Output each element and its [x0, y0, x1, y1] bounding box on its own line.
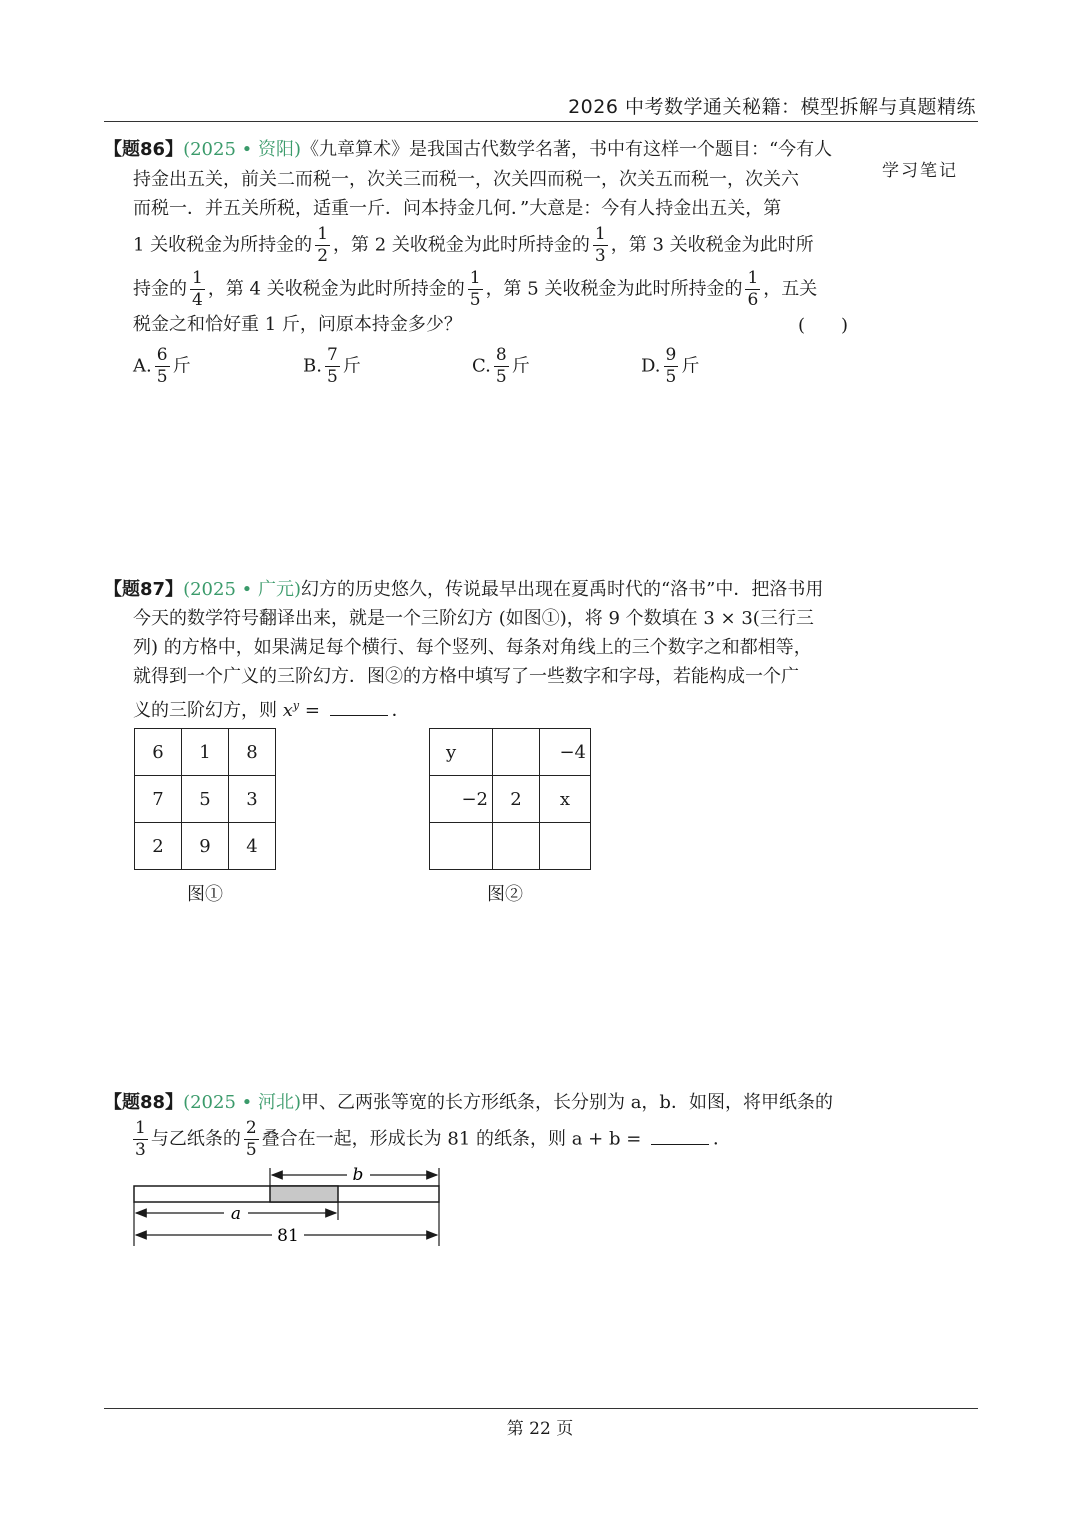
- q86-text-4a: 1 关收税金为所持金的: [133, 234, 313, 256]
- grid1-cell: 1: [182, 729, 229, 776]
- grid2-cell: −2: [430, 776, 493, 823]
- fraction-1-3: $\frac{1}{3}$: [594, 224, 606, 266]
- q87-tag: 【题87】: [104, 579, 184, 600]
- q88-line-2: [133, 1120, 883, 1159]
- grid1-cell: 3: [229, 776, 276, 823]
- overlap-region: [270, 1186, 338, 1202]
- q87-text-5b: =: [299, 700, 326, 721]
- q86-text-4b: ，第 2 关收税金为此时所持金的: [333, 234, 590, 256]
- study-notes-label: 学习笔记: [882, 161, 958, 181]
- grid2-cell: [540, 823, 591, 870]
- answer-blank-88[interactable]: [651, 1144, 709, 1145]
- label-total: 81: [277, 1226, 299, 1246]
- q87-line-2: 今天的数学符号翻译出来，就是一个三阶幻方 (如图①)，将 9 个数填在 3 × 3(三行三: [133, 608, 814, 629]
- footer-rule: [104, 1408, 978, 1409]
- q87-line-1: [104, 576, 854, 604]
- label-a: a: [230, 1204, 242, 1224]
- grid1-cell: 6: [135, 729, 182, 776]
- q88-text-2a: 与乙纸条的: [150, 1128, 241, 1150]
- paper-strips-diagram: [128, 1160, 448, 1250]
- q86-text-5b: ，第 4 关收税金为此时所持金的: [207, 278, 465, 300]
- option-c: C. $\frac{8}{5}$ 斤: [472, 345, 530, 387]
- option-a: A. $\frac{6}{5}$ 斤: [133, 345, 191, 387]
- q86-text-5a: 持金的: [133, 278, 187, 300]
- q86-source: (2025 • 资阳): [183, 139, 301, 160]
- magic-square-figure-2: [429, 728, 591, 870]
- q87-text-1: 幻方的历史悠久，传说最早出现在夏禹时代的“洛书”中．把洛书用: [300, 579, 824, 600]
- answer-blank-87[interactable]: [330, 715, 388, 716]
- fraction-1-4: $\frac{1}{4}$: [192, 268, 203, 310]
- grid1-cell: 4: [229, 823, 276, 870]
- q88-text-2b: 叠合在一起，形成长为 81 的纸条，则 a + b =: [261, 1128, 648, 1150]
- fraction-1-5: $\frac{1}{5}$: [469, 268, 481, 310]
- grid1-cell: 8: [229, 729, 276, 776]
- grid1-cell: 5: [182, 776, 229, 823]
- q86-line-2: 持金出五关，前关二而税一，次关三而税一，次关四而税一，次关五而税一，次关六: [133, 169, 799, 190]
- grid2-cell: [493, 729, 540, 776]
- q86-line-5: [133, 270, 883, 309]
- figure-1-caption: 图①: [187, 884, 223, 905]
- exponent-y: y: [292, 699, 300, 712]
- q86-line-3: 而税一．并五关所税，适重一斤．问本持金几何．”大意是：今有人持金出五关，第: [133, 198, 782, 219]
- q87-line-4: 就得到一个广义的三阶幻方．图②的方格中填写了一些数字和字母，若能构成一个广: [133, 666, 799, 687]
- figure-2-caption: 图②: [487, 884, 523, 905]
- header-rule: [104, 121, 978, 122]
- label-b: b: [352, 1165, 364, 1185]
- grid2-cell: x: [540, 776, 591, 823]
- option-b: B. $\frac{7}{5}$ 斤: [303, 345, 361, 387]
- q88-tag: 【题88】: [104, 1092, 184, 1113]
- q87-text-5a: 义的三阶幻方，则: [133, 700, 283, 721]
- q86-line-6: 税金之和恰好重 1 斤，问原本持金多少？: [133, 314, 462, 335]
- fraction-1-3-b: $\frac{1}{3}$: [135, 1118, 146, 1160]
- q87-text-end: ．: [391, 700, 410, 721]
- grid1-cell: 7: [135, 776, 182, 823]
- q86-text-1: 《九章算术》是我国古代数学名著，书中有这样一个题目：“今有人: [300, 139, 833, 160]
- grid1-cell: 2: [135, 823, 182, 870]
- q87-line-3: 列) 的方格中，如果满足每个横行、每个竖列、每条对角线上的三个数字之和都相等，: [133, 637, 812, 658]
- grid2-cell: 2: [493, 776, 540, 823]
- q88-source: (2025 • 河北): [183, 1092, 301, 1113]
- answer-bracket: ( ): [797, 315, 848, 336]
- q86-text-5d: ，五关: [763, 278, 818, 300]
- q88-text-1: 甲、乙两张等宽的长方形纸条，长分别为 a，b．如图，将甲纸条的: [300, 1092, 833, 1113]
- q86-line-4: [133, 226, 883, 265]
- q88-text-end: ．: [713, 1128, 732, 1150]
- q86-tag: 【题86】: [104, 139, 184, 160]
- q88-line-1: [104, 1089, 854, 1117]
- fraction-1-6: $\frac{1}{6}$: [747, 268, 759, 310]
- grid2-cell: [493, 823, 540, 870]
- q86-line-1: [104, 136, 854, 164]
- q87-source: (2025 • 广元): [183, 579, 301, 600]
- grid1-cell: 9: [182, 823, 229, 870]
- q86-text-4c: ，第 3 关收税金为此时所: [610, 234, 814, 256]
- running-header: 2026 中考数学通关秘籍：模型拆解与真题精练: [568, 96, 976, 118]
- fraction-2-5: $\frac{2}{5}$: [245, 1118, 257, 1160]
- grid2-cell: −4: [540, 729, 591, 776]
- var-x: x: [282, 700, 293, 721]
- grid2-cell: [430, 823, 493, 870]
- option-d: D. $\frac{9}{5}$ 斤: [641, 345, 700, 387]
- grid2-cell: y: [430, 729, 493, 776]
- q87-line-5: [133, 692, 883, 725]
- magic-square-figure-1: [134, 728, 276, 870]
- page-number: 第 22 页: [506, 1419, 574, 1439]
- fraction-1-2: $\frac{1}{2}$: [317, 224, 329, 266]
- q86-text-5c: ，第 5 关收税金为此时所持金的: [485, 278, 743, 300]
